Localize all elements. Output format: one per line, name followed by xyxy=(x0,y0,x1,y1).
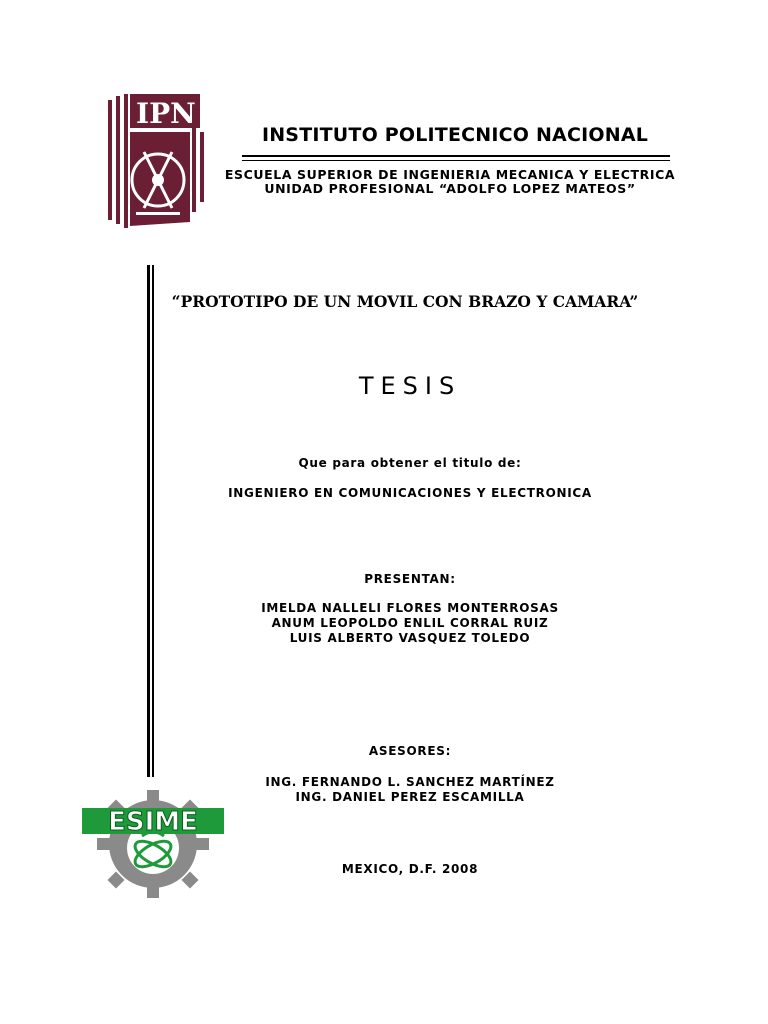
document-type: TESIS xyxy=(358,372,462,400)
advisor-name: ING. DANIEL PEREZ ESCAMILLA xyxy=(295,790,525,804)
school-line-2: UNIDAD PROFESIONAL “ADOLFO LOPEZ MATEOS” xyxy=(264,181,636,196)
author-name: ANUM LEOPOLDO ENLIL CORRAL RUIZ xyxy=(271,616,549,630)
advisor-name: ING. FERNANDO L. SANCHEZ MARTÍNEZ xyxy=(265,775,555,789)
project-title: “PROTOTIPO DE UN MOVIL CON BRAZO Y CAMARA” xyxy=(171,292,639,311)
advisors-heading: ASESORES: xyxy=(368,744,452,758)
esime-logo xyxy=(80,784,226,900)
authors-heading: PRESENTAN: xyxy=(364,572,456,586)
esime-logo-lettering: ESIME xyxy=(108,807,198,837)
degree-intro: Que para obtener el titulo de: xyxy=(298,456,522,470)
institute-name: INSTITUTO POLITECNICO NACIONAL xyxy=(261,124,649,146)
header-rule xyxy=(242,155,670,157)
place-date: MEXICO, D.F. 2008 xyxy=(341,862,479,876)
school-line-1: ESCUELA SUPERIOR DE INGENIERIA MECANICA Y ELECTRICA xyxy=(224,167,676,182)
author-name: IMELDA NALLELI FLORES MONTERROSAS xyxy=(261,601,559,615)
degree-title: INGENIERO EN COMUNICACIONES Y ELECTRONICA xyxy=(228,486,592,500)
ipn-logo xyxy=(100,92,212,232)
author-name: LUIS ALBERTO VASQUEZ TOLEDO xyxy=(289,631,531,645)
ipn-logo-lettering: IPN xyxy=(136,97,196,130)
header-rule-thin xyxy=(242,160,670,161)
school-name xyxy=(190,168,710,196)
vertical-rule-thin xyxy=(152,265,154,777)
vertical-rule xyxy=(147,265,150,777)
